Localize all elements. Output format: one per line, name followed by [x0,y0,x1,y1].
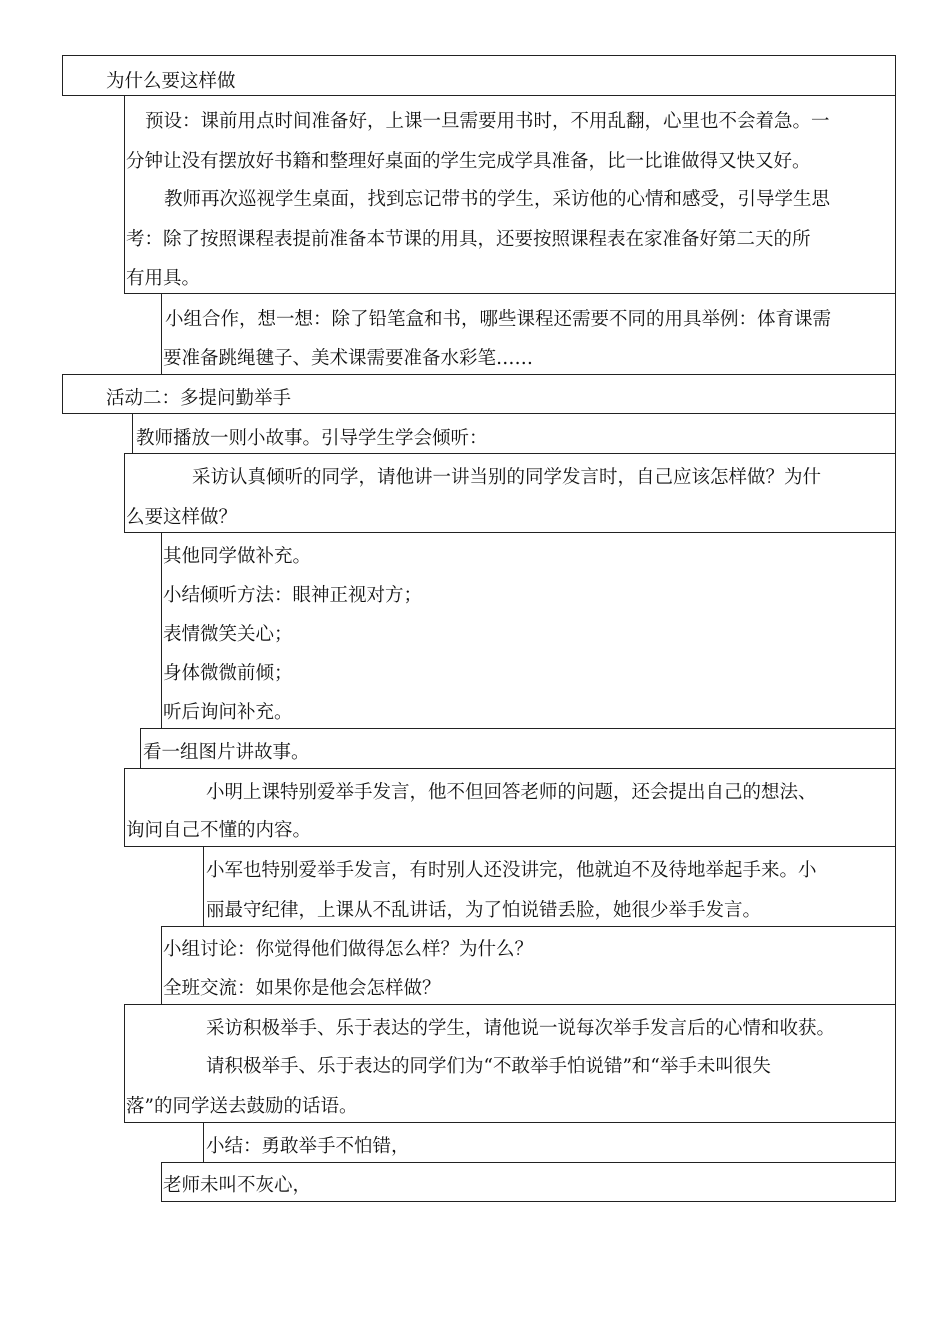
interview-line-2: 么要这样做？ [126,507,238,528]
patrol-line-1: 教师再次巡视学生桌面，找到忘记带书的学生，采访他的心情和感受，引导学生思 [164,189,831,210]
preset-line-2: 分钟让没有摆放好书籍和整理好桌面的学生完成学具准备，比一比谁做得又快又好。 [126,151,811,172]
group-line-2: 要准备跳绳毽子、美术课需要准备水彩笔…… [163,348,534,369]
listen-line-1: 其他同学做补充。 [163,546,312,567]
xiaoming-line-2: 询问自己不懂的内容。 [126,820,312,841]
active-line-2: 请积极举手、乐于表达的同学们为“不敢举手怕说错”和“举手未叫很失 [206,1056,771,1077]
discussion-line-2: 全班交流：如果你是他会怎样做？ [163,978,441,999]
cell-interview-listener [124,453,896,533]
listen-line-2: 小结倾听方法：眼神正视对方； [163,585,423,606]
summary-line-1: 小结：勇敢举手不怕错， [206,1136,410,1157]
listen-line-5: 听后询问补充。 [163,702,293,723]
preset-line-1: 预设：课前用点时间准备好，上课一旦需要用书时，不用乱翻，心里也不会着急。一 [145,111,830,132]
activity-two-heading: 活动二：多提问勤举手 [106,388,292,409]
active-line-1: 采访积极举手、乐于表达的学生，请他说一说每次举手发言后的心情和收获。 [206,1018,836,1039]
xiaoming-line-1: 小明上课特别爱举手发言，他不但回答老师的问题，还会提出自己的想法、 [206,782,817,803]
why-heading: 为什么要这样做 [106,71,236,92]
active-line-3: 落”的同学送去鼓励的话语。 [126,1096,358,1117]
listen-line-3: 表情微笑关心； [163,624,293,645]
xiaojun-line-1: 小军也特别爱举手发言，有时别人还没讲完，他就迫不及待地举起手来。小 [206,860,817,881]
interview-line-1: 采访认真倾听的同学，请他讲一讲当别的同学发言时，自己应该怎样做？为什 [192,467,822,488]
story-intro-text: 教师播放一则小故事。引导学生学会倾听： [136,428,488,449]
group-line-1: 小组合作，想一想：除了铅笔盒和书，哪些课程还需要不同的用具举例：体育课需 [165,309,832,330]
summary-line-2: 老师未叫不灰心， [163,1175,312,1196]
patrol-line-2: 考：除了按照课程表提前准备本节课的用具，还要按照课程表在家准备好第二天的所 [126,229,811,250]
pictures-text: 看一组图片讲故事。 [143,742,310,763]
xiaojun-line-2: 丽最守纪律，上课从不乱讲话，为了怕说错丢脸，她很少举手发言。 [206,900,762,921]
listen-line-4: 身体微微前倾； [163,663,293,684]
patrol-line-3: 有用具。 [126,268,201,289]
discussion-line-1: 小组讨论：你觉得他们做得怎么样？为什么？ [163,939,534,960]
